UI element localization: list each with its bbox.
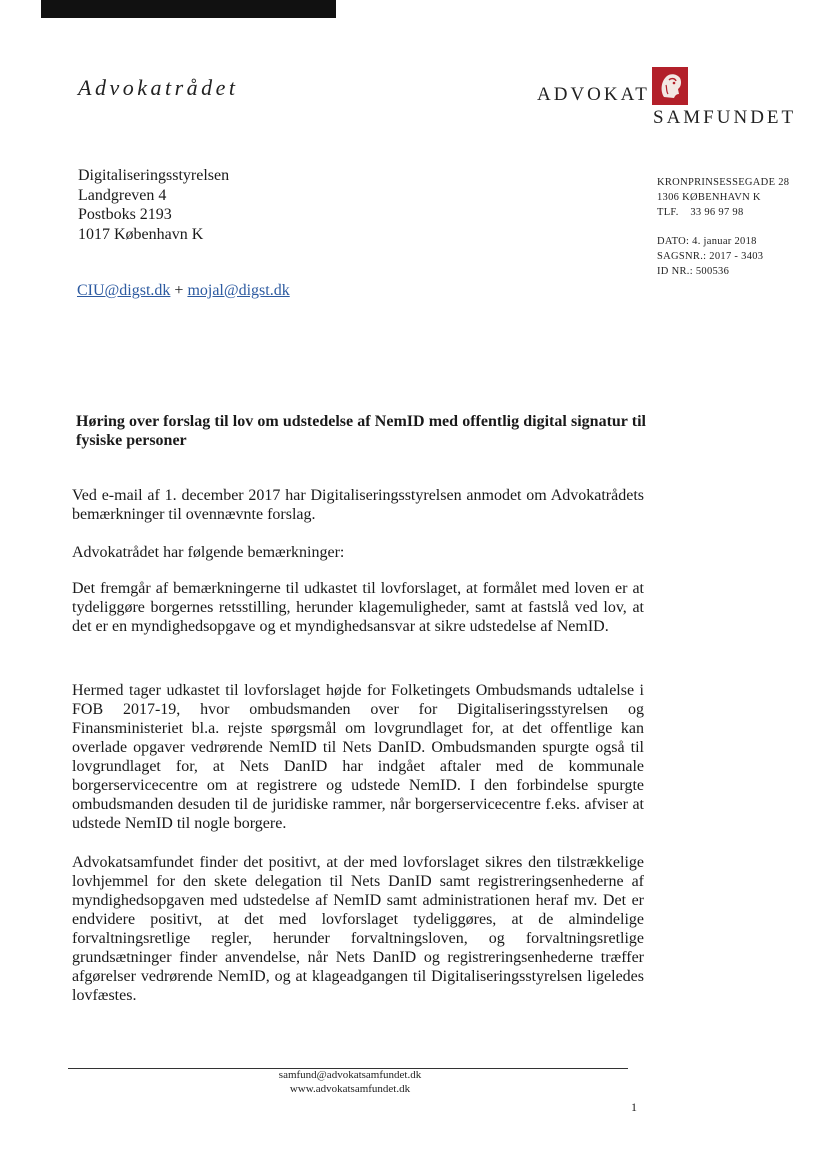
letter-date: DATO: 4. januar 2018 — [657, 236, 757, 247]
recipient-city: 1017 København K — [78, 225, 204, 243]
case-number: SAGSNR.: 2017 - 3403 — [657, 251, 764, 262]
recipient-name: Digitaliseringsstyrelsen — [78, 167, 230, 184]
sender-street: KRONPRINSESSEGADE 28 — [657, 177, 790, 188]
email-link-mojal[interactable]: mojal@digst.dk — [187, 282, 290, 299]
paragraph-5: Advokatsamfundet finder det positivt, at der med lovforslaget sikres den tilstrækkelige lovhjemmel for den skete delegation til Nets DanID samt registreringsenhederne af myndighedsopgaven med udstedelse af NemID samt administrationen heraf mv. Det er endvidere positivt, at det med lovforslaget tydeliggøres, at de almindelige forvaltningsretlige regler, herunder forvaltningsloven, og forvaltningsretlige grundsætninger finder anvendelse, når Nets DanID og registreringsenhederne træffer afgørelser vedrørende NemID, og at klageadgangen til Digitaliseringsstyrelsen ligeledes lovfæstes. — [72, 854, 644, 1004]
logo-text-top: ADVOKAT — [537, 84, 650, 105]
sender-phone: TLF. 33 96 97 98 — [657, 207, 744, 218]
logo-text-bottom: SAMFUNDET — [653, 107, 797, 128]
recipient-address — [78, 166, 229, 244]
recipient-pobox: Postboks 2193 — [78, 206, 172, 223]
email-link-ciu[interactable]: CIU@digst.dk — [77, 282, 171, 299]
letter-subject: Høring over forslag til lov om udstedelse af NemID med offentlig digital signatur til fysiske personer — [76, 413, 646, 449]
paragraph-1: Ved e-mail af 1. december 2017 har Digitaliseringsstyrelsen anmodet om Advokatrådets bemærkninger til ovennævnte forslag. — [72, 487, 644, 523]
sender-city: 1306 KØBENHAVN K — [657, 192, 761, 203]
paragraph-3: Det fremgår af bemærkningerne til udkastet til lovforslaget, at formålet med loven er at tydeliggøre borgernes retsstilling, herunder klagemuligheder, samt at fastslå ved lov, at det er en myndighedsopgave og et myndighedsansvar at sikre udstedelse af NemID. — [72, 580, 644, 635]
email-separator: + — [170, 282, 188, 299]
sender-info — [657, 175, 789, 279]
redaction-bar — [41, 0, 336, 18]
footer-email[interactable]: samfund@advokatsamfundet.dk — [278, 1069, 422, 1081]
council-title: Advokatrådet — [78, 75, 239, 100]
footer-website[interactable]: www.advokatsamfundet.dk — [289, 1083, 411, 1095]
lion-head-icon — [652, 67, 688, 105]
id-number: ID NR.: 500536 — [657, 266, 730, 277]
recipient-emails — [77, 282, 290, 300]
paragraph-4: Hermed tager udkastet til lovforslaget højde for Folketingets Ombudsmands udtalelse i FOB 2017-19, hvor ombudsmanden over for Digitaliseringsstyrelsen og Finansministeriet bl.a. rejste spørgsmål om lovgrundlaget for, at det offentlige kan overlade opgaver vedrørende NemID til Nets DanID. Ombudsmanden spurgte også til lovgrundlaget for, at Nets DanID har indgået aftaler med de kommunale borgerservicecentre om at registrere og udstede NemID. I den forbindelse spurgte ombudsmanden desuden til de juridiske rammer, når borgerservicecentre f.eks. afviser at udstede NemID til nogle borgere. — [72, 682, 644, 832]
paragraph-2: Advokatrådet har følgende bemærkninger: — [72, 544, 345, 561]
page-number: 1 — [631, 1100, 637, 1114]
footer — [0, 1068, 700, 1096]
recipient-street: Landgreven 4 — [78, 186, 167, 204]
